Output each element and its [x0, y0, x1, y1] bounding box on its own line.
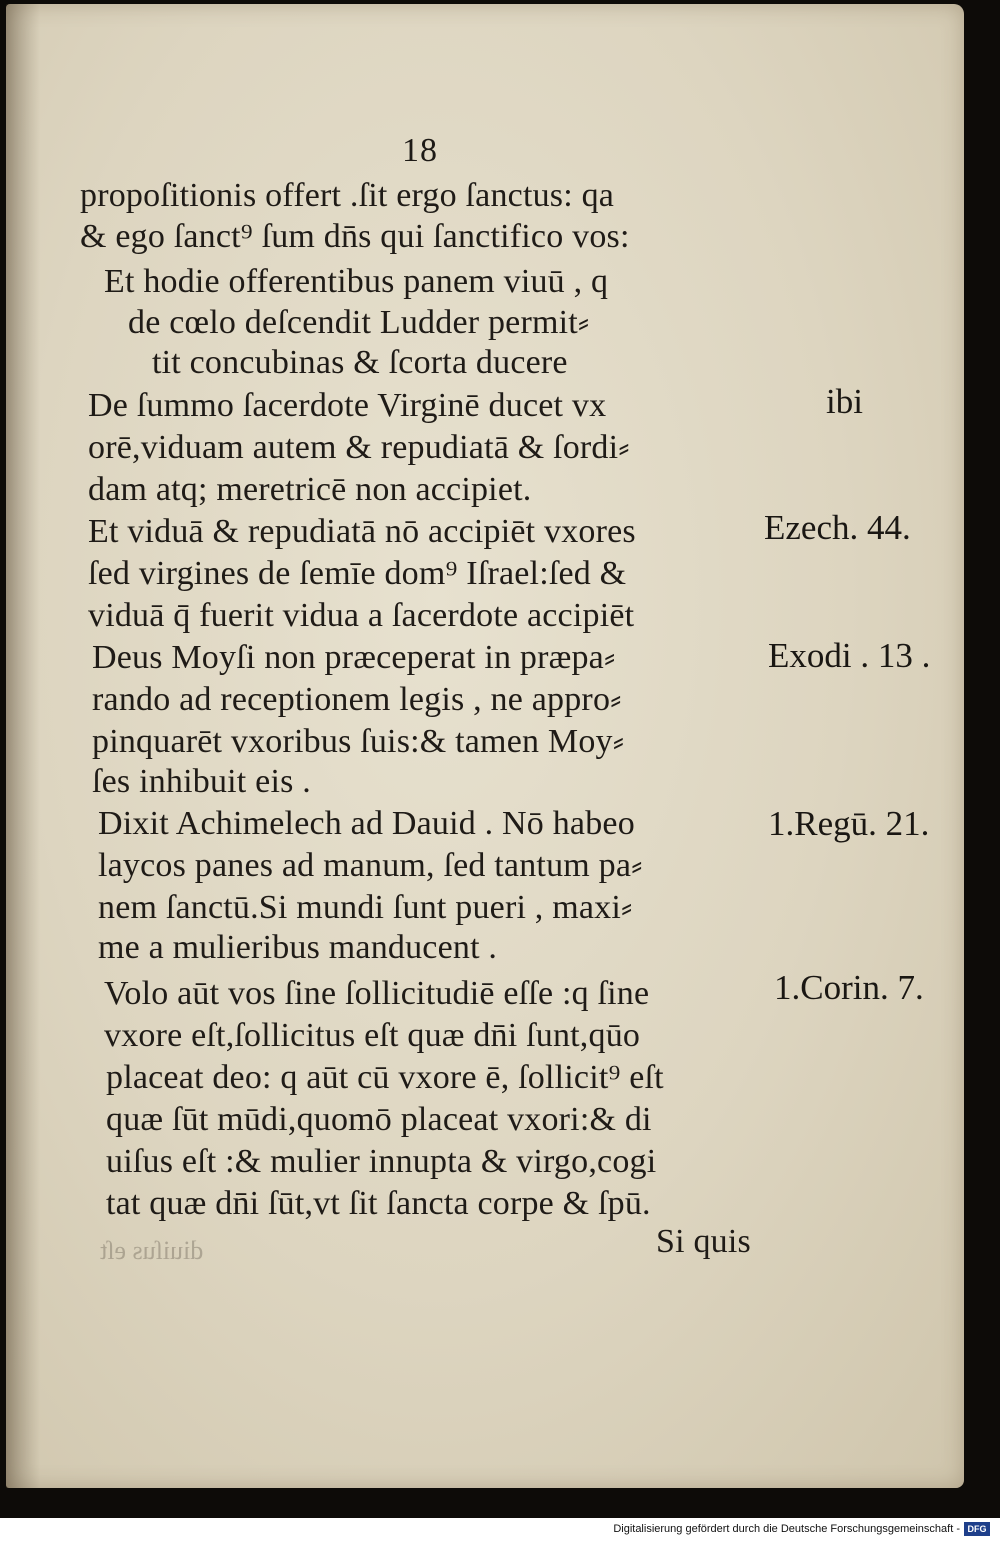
text-line-8: dam atq; meretricē non accipiet. [88, 471, 532, 508]
footer-credit: Digitalisierung gefördert durch die Deutsche Forschungsgemeinschaft - [613, 1523, 960, 1535]
text-line-14: pinquarēt vxoribus ſuis:& tamen Moy⸗ [92, 723, 625, 760]
text-line-3: Et hodie offerentibus panem viuū , q [104, 263, 609, 300]
text-line-16: Dixit Achimelech ad Dauid . Nō habeo [98, 805, 635, 842]
text-line-25: tat quæ dn̄i ſūt,vt ſit ſancta corpe & ſpū. [106, 1185, 651, 1222]
text-line-19: me a mulieribus manducent . [98, 929, 498, 966]
text-line-9: Et viduā & repudiatā nō accipiēt vxores [88, 513, 636, 550]
text-line-5: tit concubinas & ſcorta ducere [152, 344, 568, 381]
text-line-18: nem ſanctū.Si mundi ſunt pueri , maxi⸗ [98, 889, 633, 926]
text-line-15: ſes inhibuit eis . [92, 763, 311, 800]
text-line-17: laycos panes ad manum, ſed tantum pa⸗ [98, 847, 643, 884]
text-line-10: ſed virgines de ſemīe dom⁹ Iſrael:ſed & [88, 555, 627, 592]
margin-note-exodi: Exodi . 13 . [768, 636, 931, 675]
text-line-20: Volo aūt vos ſine ſollicitudiē eſſe :q ſine [104, 975, 650, 1012]
text-line-22: placeat deo: q aūt cū vxore ē, ſollicit⁹ eſt [106, 1059, 664, 1096]
page-number: 18 [402, 132, 438, 169]
text-line-21: vxore eſt,ſollicitus eſt quæ dn̄i ſunt,qūo [104, 1017, 641, 1054]
text-line-13: rando ad receptionem legis , ne appro⸗ [92, 681, 622, 718]
catchword: Si quis [656, 1223, 751, 1260]
text-line-11: viduā q̄ fuerit vidua a ſacerdote accipiēt [88, 597, 635, 634]
text-line-23: quæ ſūt mūdi,quomō placeat vxori:& di [106, 1101, 652, 1138]
margin-note-regum: 1.Regū. 21. [768, 804, 930, 843]
text-line-7: orē,viduam autem & repudiatā & ſordi⸗ [88, 429, 630, 466]
spine-shadow [6, 4, 40, 1488]
margin-note-ibi: ibi [826, 382, 863, 421]
text-line-12: Deus Moyſi non præceperat in præpa⸗ [92, 639, 616, 676]
dfg-logo-icon: DFG [964, 1522, 990, 1536]
margin-note-ezech: Ezech. 44. [764, 508, 911, 547]
text-line-1: propoſitionis offert .ſit ergo ſanctus: qa [80, 177, 615, 214]
text-line-6: De ſummo ſacerdote Virginē ducet vx [88, 387, 607, 424]
text-line-24: uiſus eſt :& mulier innupta & virgo,cogi [106, 1143, 657, 1180]
digitization-footer [0, 1518, 1000, 1542]
text-line-2: & ego ſanct⁹ ſum dn̄s qui ſanctifico vos: [80, 218, 630, 255]
margin-note-corin: 1.Corin. 7. [774, 968, 924, 1007]
bleed-through-text: diuiſus eſt [100, 1236, 204, 1265]
text-line-4: de cœlo deſcendit Ludder permit⸗ [128, 304, 590, 341]
